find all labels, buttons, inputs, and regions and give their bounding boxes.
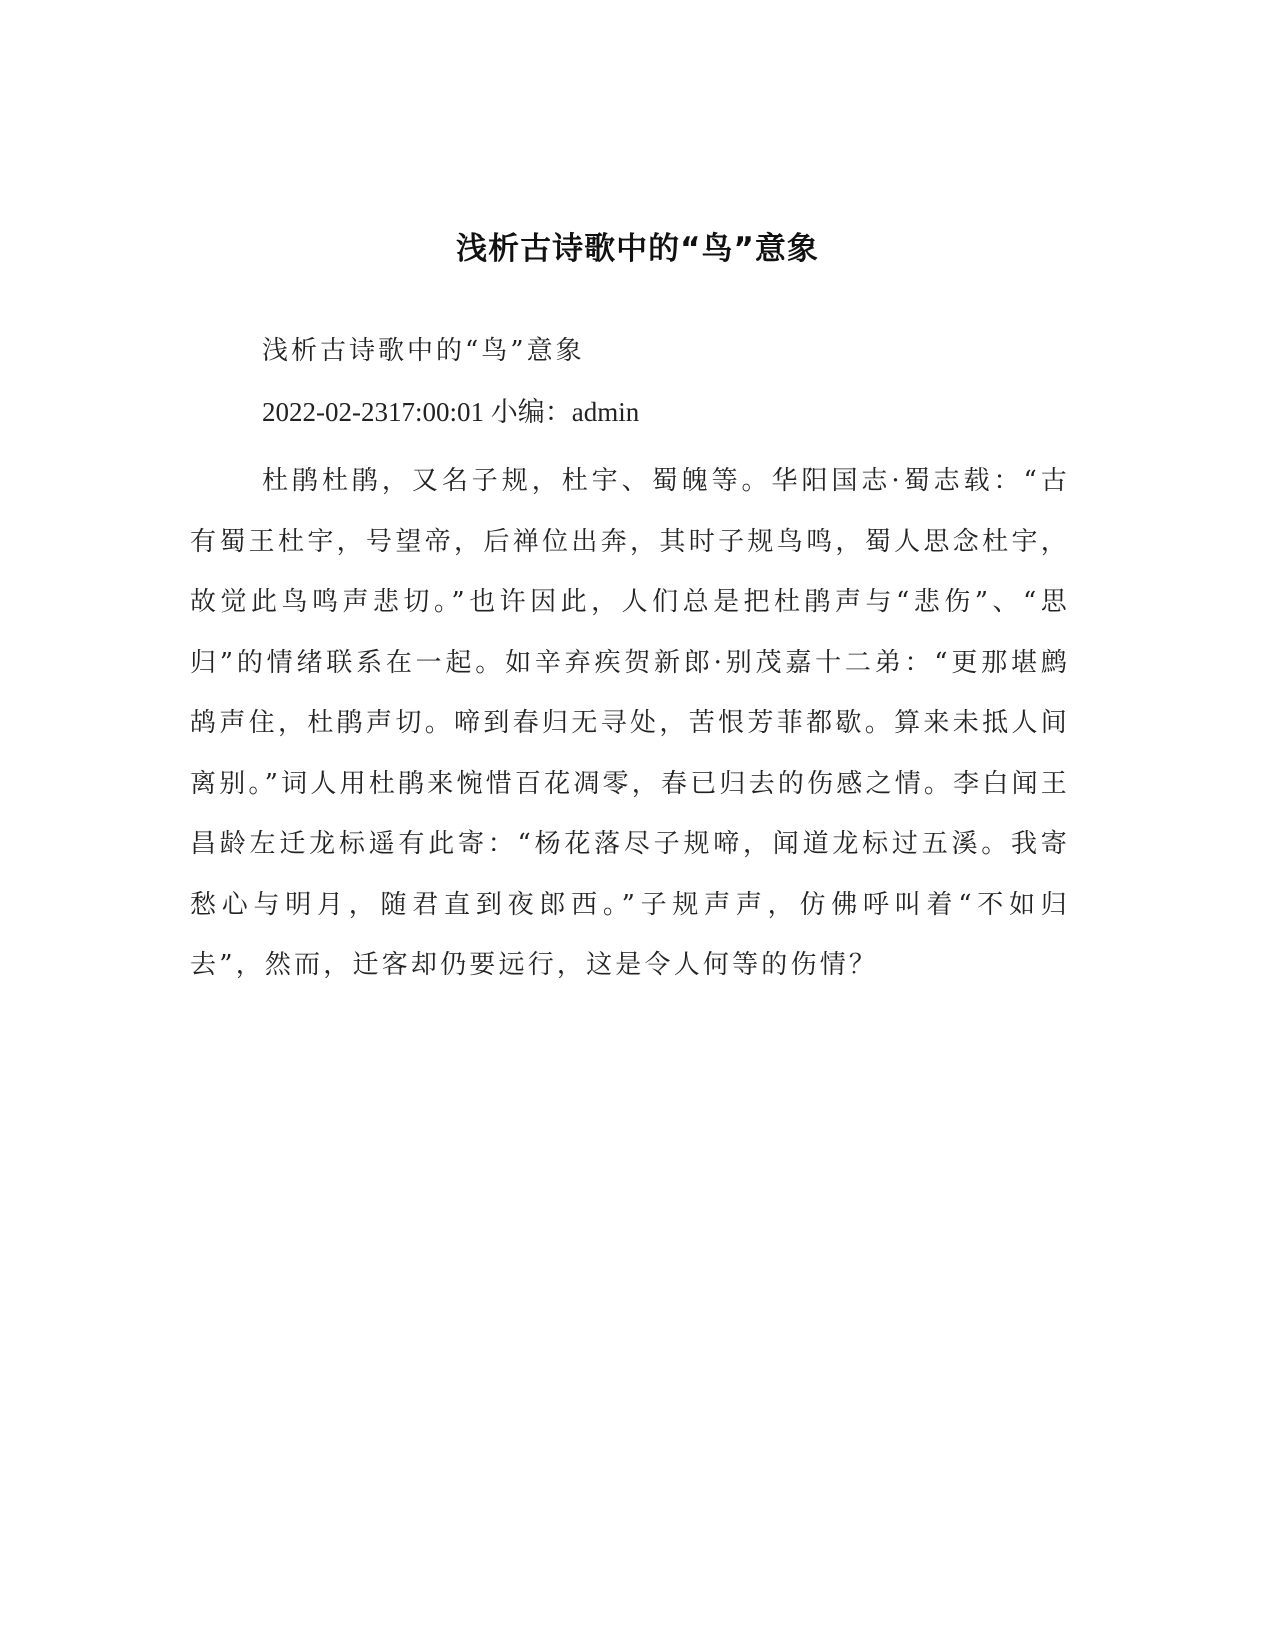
article-meta-line: 2022-02-2317:00:01 小编：admin [262,397,640,427]
article-subtitle: 浅析古诗歌中的“鸟”意象 [262,336,585,366]
article-body-paragraph: 杜鹃杜鹃，又名子规，杜宇、蜀魄等。华阳国志·蜀志载：“古有蜀王杜宇，号望帝，后禅位出奔，其时子规鸟鸣，蜀人思念杜宇，故觉此鸟鸣声悲切。”也许因此，人们总是把杜鹃声与“悲伤”、“思归”的情绪联系在一起。如辛弃疾贺新郎·别茂嘉十二弟：“更那堪鹧鸪声住，杜鹃声切。啼到春归无寻处，苦恨芳菲都歇。算来未抵人间离别。”词人用杜鹃来惋惜百花凋零，春已归去的伤感之情。李白闻王昌龄左迁龙标遥有此寄：“杨花落尽子规啼，闻道龙标过五溪。我寄愁心与明月，随君直到夜郎西。”子规声声，仿佛呼叫着“不如归去”，然而，迁客却仍要远行，这是令人何等的伤情？ [190,466,1070,980]
document-content [190,331,1070,996]
document-title: 浅析古诗歌中的“鸟”意象 [456,230,819,267]
